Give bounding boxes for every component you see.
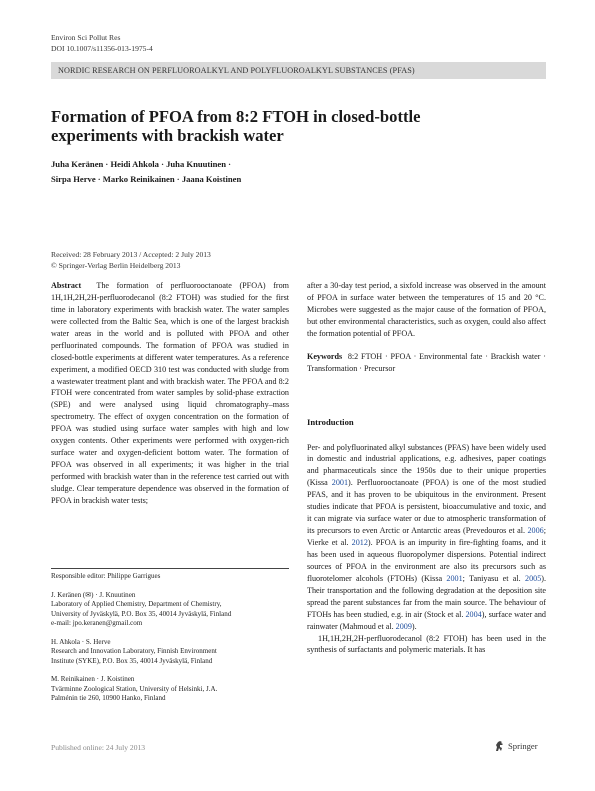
abstract [51,280,289,507]
introduction-paragraph-2: 1H,1H,2H,2H-perfluorodecanol (8:2 FTOH) has been used in the synthesis of surfactants and polymeric materials. It has [307,633,546,655]
introduction-paragraph-1: Per- and polyfluorinated alkyl substances (PFAS) have been widely used in domestic and industrial applications, e.g. adhesives, paper coatings and pharmaceuticals since the 1950s due to their unique properties (Kissa 2001). Perfluorooctanoate (PFOA) is one of the most studied PFAS, and it has proven to be ubiquitous in the environment. Present studies indicate that PFOA is persistent, bioaccumulative and toxic, and it can migrate via surface water or due to atmospheric transformation of its precursors to even Arctic or Antarctic areas (Prevedouros et al. 2006; Vierke et al. 2012). PFOA is an impurity in fire-fighting foams, and it has been used in aqueous fluoropolymer dispersions. Potential indirect sources of PFOA in the environment are also its precursors such as fluorotelomer alcohols (FTOHs) (Kissa 2001; Taniyasu et al. 2005). Their transportation and the following degradation at the deposition site spread the parent substances far from the main source. The behaviour of FTOHs has been studied, e.g. in air (Stock et al. 2004), surface water and rainwater (Mahmoud et al. 2009). [307,442,546,631]
copyright: © Springer-Verlag Berlin Heidelberg 2013 [51,260,181,270]
affiliation-1: J. Keränen (✉) · J. Knuutinen Laboratory of Applied Chemistry, Department of Chemistry, University of Jyväskylä, P.O. Box 35, 40014 Jyväskylä, Finland e-mail: jpo.keranen@gmail.com [51,591,289,629]
author-line-2: Sirpa Herve · Marko Reinikainen · Jaana Koistinen [51,174,242,184]
abstract-continuation: after a 30-day test period, a sixfold increase was observed in the amount of PFOA in surface water between the temperatures of 15 and 20 °C. Microbes were suggested as the major cause of the formation of PFOA, but other environmental characteristics, such as oxygen, could also affect the formation potential of PFOA. [307,281,546,338]
citation-link[interactable]: 2006 [527,526,544,536]
affiliation-2: H. Ahkola · S. Herve Research and Innovation Laboratory, Finnish Environment Institute (SYKE), P.O. Box 35, 40014 Jyväskylä, Finland [51,637,217,665]
abstract-text: The formation of perfluorooctanoate (PFOA) from 1H,1H,2H,2H-perfluorodecanol (8:2 FTOH) was studied for the first time in laboratory experiments with brackish water. The water samples were collected from the Baltic Sea, which is one of the largest brackish water areas in the world and is polluted with PFOA and other perfluorinated compounds. The formation of PFOA was studied in closed-bottle experiments at different water temperatures. As a reference experiment, a modified OECD 310 test was conducted with sludge from a wastewater treatment plant and with brackish water. The PFOA and 8:2 FTOH were concentrated from water samples by solid-phase extraction (SPE) and were analysed using liquid chromatography–mass spectrometry. The effect of oxygen concentration on the formation of PFOA was studied using surface water samples with high and low oxygen contents. Other experiments were performed with oxygen-rich surface water and oxygen-deficient bottom water. The formation of PFOA was observed in all experiments; it was higher in the trial performed with brackish water than in the reference test carried out with sludge. Clear temperature dependence was observed in the formation of PFOA in brackish water tests; [51,281,290,505]
citation-link[interactable]: 2001 [331,478,349,488]
doi[interactable]: DOI 10.1007/s11356-013-1975-4 [51,43,153,53]
envelope-icon[interactable]: ✉ [85,590,92,599]
author-line-1: Juha Keränen · Heidi Ahkola · Juha Knuutinen · [51,159,232,169]
footnote-divider [51,568,289,569]
corresponding-email[interactable]: e-mail: jpo.keranen@gmail.com [51,619,143,627]
abstract-label: Abstract [51,281,82,290]
journal-name: Environ Sci Pollut Res [51,33,121,42]
springer-horse-icon [494,740,505,752]
publisher-logo[interactable] [494,740,538,752]
introduction-heading: Introduction [307,416,354,427]
citation-link[interactable]: 2004 [465,609,482,619]
published-online: Published online: 24 July 2013 [51,743,146,752]
responsible-editor: Responsible editor: Philippe Garrigues [51,572,161,580]
citation-link[interactable]: 2005 [525,573,542,583]
publisher-name: Springer [508,741,538,751]
article-dates [51,250,211,271]
right-column [307,280,546,656]
paper-title: Formation of PFOA from 8:2 FTOH in closed-bottle experiments with brackish water [51,107,421,145]
keywords-text: 8:2 FTOH · PFOA · Environmental fate · Brackish water · Transformation · Precursor [307,351,546,373]
left-column [51,280,289,507]
citation-link[interactable]: 2001 [446,573,463,583]
author-list [51,157,351,187]
keywords [307,351,546,375]
affiliation-3: M. Reinikainen · J. Koistinen Tvärminne Zoological Station, University of Helsinki, J.A. Palménin tie 260, 10900 Hanko, Finland [51,675,218,702]
journal-header [51,33,153,54]
received-accepted: Received: 28 February 2013 / Accepted: 2 July 2013 [51,250,211,259]
keywords-label: Keywords [307,351,343,361]
topical-collection-banner: NORDIC RESEARCH ON PERFLUOROALKYL AND POLYFLUOROALKYL SUBSTANCES (PFAS) [51,62,546,79]
footnote-block [51,572,289,704]
citation-link[interactable]: 2009 [395,621,412,631]
citation-link[interactable]: 2012 [351,538,368,547]
